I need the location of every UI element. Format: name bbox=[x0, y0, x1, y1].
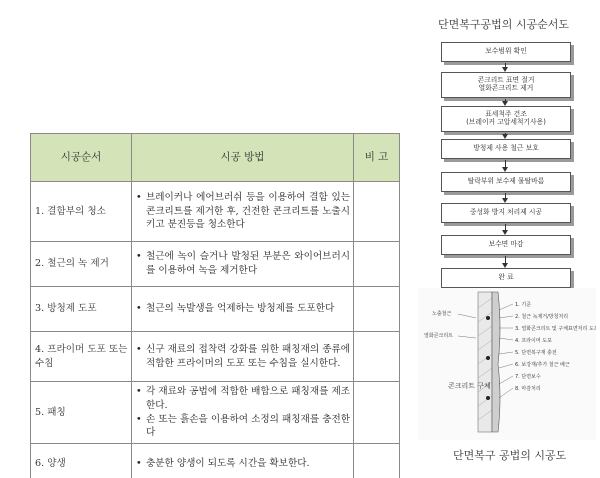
flow-step-7: 보수면 마감 bbox=[441, 235, 571, 255]
note-cell bbox=[354, 444, 400, 478]
rebar-dot bbox=[486, 316, 490, 320]
method-item: • 브레이커나 에어브러쉬 등을 이용하여 결함 있는 콘크리트를 제거한 후, 건전한 콘크리트를 노출시키고 분진등을 청소한다 bbox=[136, 191, 350, 231]
flow-arrow bbox=[505, 99, 507, 106]
method-cell bbox=[132, 287, 354, 332]
flow-step-2: 콘크리트 표면 절거 열화콘크리트 제거 bbox=[441, 72, 571, 98]
bullet-icon: • bbox=[136, 343, 142, 355]
flow-arrow bbox=[505, 224, 507, 235]
flow-arrow bbox=[505, 193, 507, 203]
note-cell bbox=[354, 242, 400, 287]
flow-arrow bbox=[505, 63, 507, 72]
method-cell bbox=[132, 332, 354, 382]
bullet-icon: • bbox=[136, 457, 142, 469]
diag-label-right: 5. 단면복구재 충전 bbox=[515, 350, 557, 356]
table-row bbox=[31, 287, 400, 332]
note-cell bbox=[354, 382, 400, 444]
section-drawing bbox=[418, 288, 596, 440]
flow-step-1: 보수범위 확인 bbox=[441, 42, 571, 62]
table-row bbox=[31, 182, 400, 242]
diag-label-right: 3. 열화콘크리트 및 구체표면처리 도포 bbox=[515, 326, 596, 332]
step-cell: 2. 철근의 녹 제거 bbox=[31, 242, 132, 287]
diag-label-left: 노출철근 bbox=[432, 311, 452, 317]
table-header-row bbox=[31, 134, 400, 182]
bullet-icon: • bbox=[136, 191, 142, 203]
note-cell bbox=[354, 182, 400, 242]
method-item: • 각 재료와 공법에 적합한 배합으로 패칭재를 제조한다. bbox=[136, 385, 350, 411]
flow-step-8: 완 료 bbox=[441, 268, 571, 288]
header-step: 시공순서 bbox=[31, 134, 132, 182]
diag-label-left: 콘크리트 구체 bbox=[448, 382, 491, 390]
bullet-icon: • bbox=[136, 251, 142, 263]
flow-step-6: 중성화 방지 처리제 시공 bbox=[441, 203, 571, 223]
step-cell: 6. 양생 bbox=[31, 444, 132, 478]
section-repair-diagram bbox=[418, 288, 596, 440]
construction-procedure-table bbox=[30, 133, 400, 478]
step-cell: 5. 패칭 bbox=[31, 382, 132, 444]
flow-arrow bbox=[505, 256, 507, 268]
diag-label-right: 8. 마감처리 bbox=[515, 386, 541, 392]
step-cell: 3. 방청제 도포 bbox=[31, 287, 132, 332]
step-cell: 1. 결함부의 청소 bbox=[31, 182, 132, 242]
diag-label-right: 2. 철근 녹제거/방청처리 bbox=[515, 314, 569, 320]
header-method: 시공 방법 bbox=[132, 134, 354, 182]
bullet-icon: • bbox=[136, 385, 142, 397]
method-cell bbox=[132, 182, 354, 242]
method-item: • 손 또는 흙손을 이용하여 소정의 패칭재를 충전한다 bbox=[136, 413, 350, 439]
bullet-icon: • bbox=[136, 413, 142, 425]
method-cell bbox=[132, 242, 354, 287]
method-item: • 충분한 양생이 되도록 시간을 확보한다. bbox=[136, 457, 310, 469]
method-cell bbox=[132, 444, 354, 478]
table-row bbox=[31, 444, 400, 478]
table-row bbox=[31, 332, 400, 382]
rebar-dot bbox=[486, 356, 490, 360]
diag-label-right: 7. 단면보수 bbox=[515, 374, 541, 380]
note-cell bbox=[354, 332, 400, 382]
flow-arrow bbox=[505, 160, 507, 172]
flow-step-5: 탈락부위 보수제 물탈바름 bbox=[441, 172, 571, 192]
table-row bbox=[31, 382, 400, 444]
diagram-caption: 단면복구 공법의 시공도 bbox=[453, 449, 567, 462]
rebar-dot bbox=[486, 396, 490, 400]
header-note: 비 고 bbox=[354, 134, 400, 182]
step-cell: 4. 프라이머 도포 또는 수침 bbox=[31, 332, 132, 382]
diag-label-right: 1. 기준 bbox=[515, 302, 532, 308]
method-item: • 철근에 녹이 슬거나 발청된 부분은 와이어브러시를 이용하여 녹을 제거한다 bbox=[136, 251, 350, 276]
bullet-icon: • bbox=[136, 303, 142, 315]
method-cell bbox=[132, 382, 354, 444]
method-item: • 철근의 녹발생을 억제하는 방청제를 도포한다 bbox=[136, 303, 335, 315]
diag-label-left: 열화콘크리트 bbox=[424, 333, 453, 339]
flowchart-title: 단면복구공법의 시공순서도 bbox=[438, 18, 570, 31]
concrete-body bbox=[478, 292, 492, 432]
note-cell bbox=[354, 287, 400, 332]
diag-label-right: 4. 프라이머 도포 bbox=[515, 338, 552, 344]
table-row bbox=[31, 242, 400, 287]
flow-step-3: 표세척주 건조 (브레이커 고압세척기사용) bbox=[441, 106, 571, 132]
repair-layer bbox=[492, 292, 500, 432]
flow-step-4: 방청제 사용 철근 보호 bbox=[441, 139, 571, 159]
diag-label-right: 6. 보강재/추가 철근 배근 bbox=[515, 362, 570, 368]
method-item: • 신구 재료의 접착력 강화를 위한 패칭재의 종류에 적합한 프라이머의 도포 또는 수침을 실시한다. bbox=[136, 343, 350, 369]
